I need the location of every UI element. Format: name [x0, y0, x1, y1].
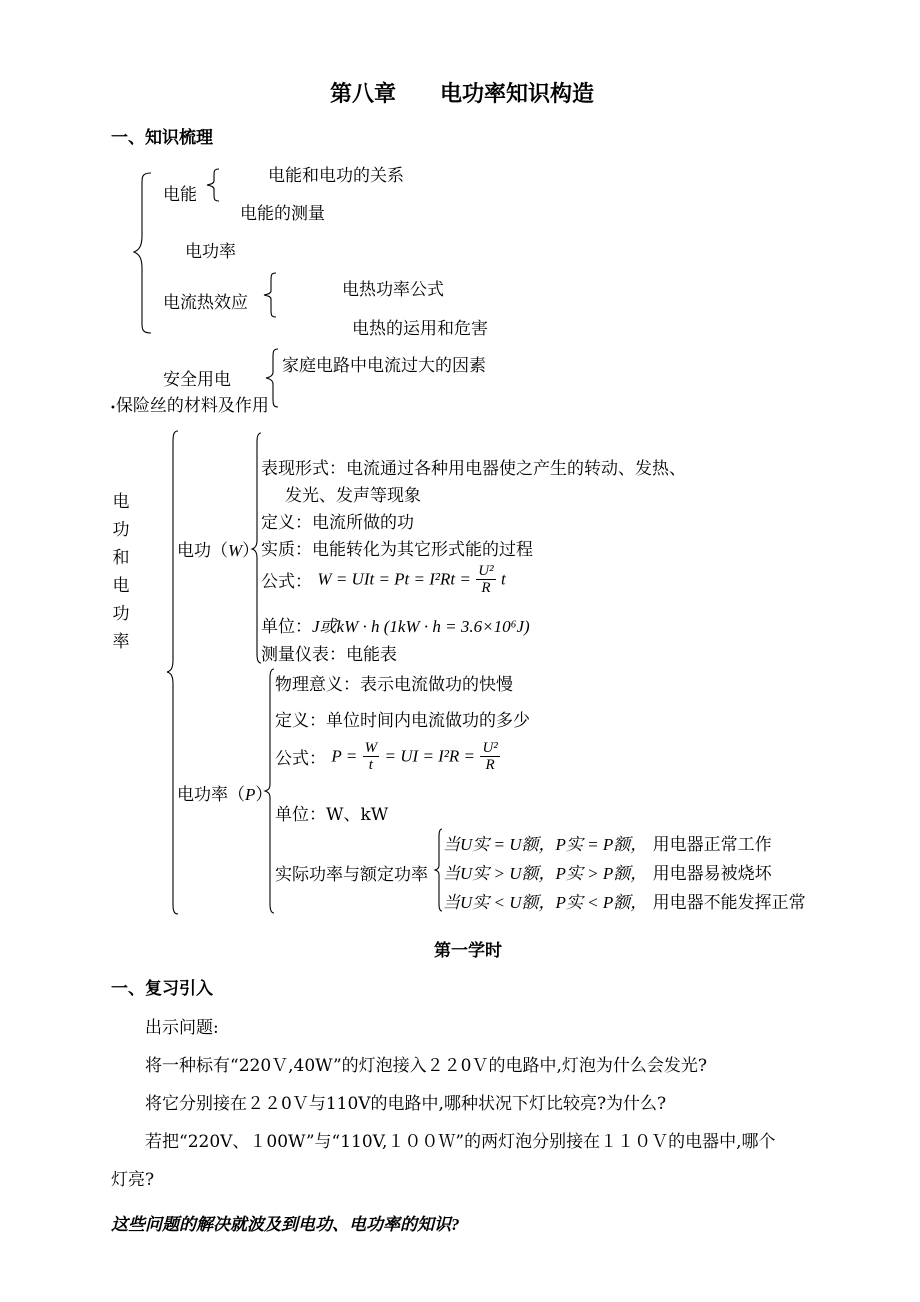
work-formula-fraction: $\frac{\text{U²}}{R}$: [478, 563, 494, 596]
root-char: 率: [112, 632, 130, 652]
tree-rexiaoying-sub1: 电热功率公式: [342, 280, 444, 300]
paragraph: 若把“220V、１00W”与“110V,１００Ｗ”的两灯泡分别接在１１０Ｖ的电器中,哪个: [145, 1132, 776, 1152]
power-unit: 单位：W、kW: [275, 805, 389, 825]
paragraph: 出示问题:: [145, 1018, 219, 1038]
tree-anquan-sub1: 家庭电路中电流过大的因素: [282, 356, 486, 376]
section-heading-review: 一、复习引入: [111, 979, 213, 999]
root-char: 电: [112, 492, 130, 512]
dot-icon: •: [110, 403, 116, 414]
root-char: 功: [112, 520, 130, 540]
work-essence: 实质：电能转化为其它形式能的过程: [261, 540, 533, 560]
tree-dianneng-sub2: 电能的测量: [240, 204, 325, 224]
lesson-title: 第一学时: [434, 941, 502, 961]
power-compare-label: 实际功率与额定功率: [275, 865, 428, 885]
paragraph: 将一种标有“220Ｖ,40W”的灯泡接入２２0Ｖ的电路中,灯泡为什么会发光?: [145, 1056, 707, 1076]
compare-case: 当U实 < U额，P实 < P额， 用电器不能发挥正常: [443, 893, 806, 913]
brace-rexiaoying: [262, 272, 278, 318]
power-formula-fraction-1: $\frac{W}{t}$: [364, 740, 378, 773]
tree-dianneng: 电能: [163, 185, 197, 205]
root-char: 功: [112, 604, 130, 624]
tree-anquan: 安全用电: [163, 370, 231, 390]
work-definition: 定义：电流所做的功: [261, 513, 414, 533]
big-brace: [133, 172, 153, 334]
root-brace: [166, 430, 180, 915]
map-root-label: [110, 488, 132, 656]
power-label: 电功率（P）: [177, 785, 273, 805]
power-definition: 定义：单位时间内电流做功的多少: [275, 711, 530, 731]
power-formula-fraction-2: $\frac{\text{U²}}{R}$: [482, 740, 498, 773]
root-char: 和: [112, 548, 130, 568]
root-char: 电: [112, 576, 130, 596]
work-meter: 测量仪表：电能表: [261, 645, 397, 665]
brace-dianneng: [205, 168, 221, 202]
work-form-line2: 发光、发声等现象: [285, 486, 421, 506]
section-heading-knowledge: 一、知识梳理: [111, 128, 213, 148]
page-title: 第八章 电功率知识构造: [330, 82, 595, 107]
compare-case: 当U实 = U额，P实 = P额， 用电器正常工作: [443, 835, 772, 855]
compare-case: 当U实 > U额，P实 > P额， 用电器易被烧坏: [443, 864, 772, 884]
work-formula: 公式： W = UIt = Pt = I²Rt = $\frac{\text{U²}}{R}$ t: [261, 563, 506, 596]
paragraph: 将它分别接在２２0Ｖ与110V的电路中,哪种状况下灯比较亮?为什么?: [145, 1094, 667, 1114]
closing-remark: 这些问题的解决就波及到电功、电功率的知识?: [111, 1215, 460, 1234]
paragraph: 灯亮?: [111, 1170, 155, 1190]
tree-dgl: 电功率: [185, 242, 236, 262]
work-unit: 单位：J或kW · h (1kW · h = 3.6×10⁶J): [261, 617, 530, 637]
tree-dianneng-sub1: 电能和电功的关系: [268, 166, 404, 186]
work-form-line1: 表现形式：电流通过各种用电器使之产生的转动、发热、: [261, 459, 686, 479]
tree-rexiaoying-sub2: 电热的运用和危害: [352, 319, 488, 339]
tree-rexiaoying: 电流热效应: [163, 293, 248, 313]
power-formula: 公式： P = $\frac{W}{t}$ = UI = I²R = $\frac{\text{U²}}{R}$: [275, 740, 498, 773]
tree-anquan-sub2: •保险丝的材料及作用: [110, 396, 269, 416]
work-label: 电功（W）: [177, 541, 260, 561]
power-meaning: 物理意义：表示电流做功的快慢: [275, 675, 513, 695]
